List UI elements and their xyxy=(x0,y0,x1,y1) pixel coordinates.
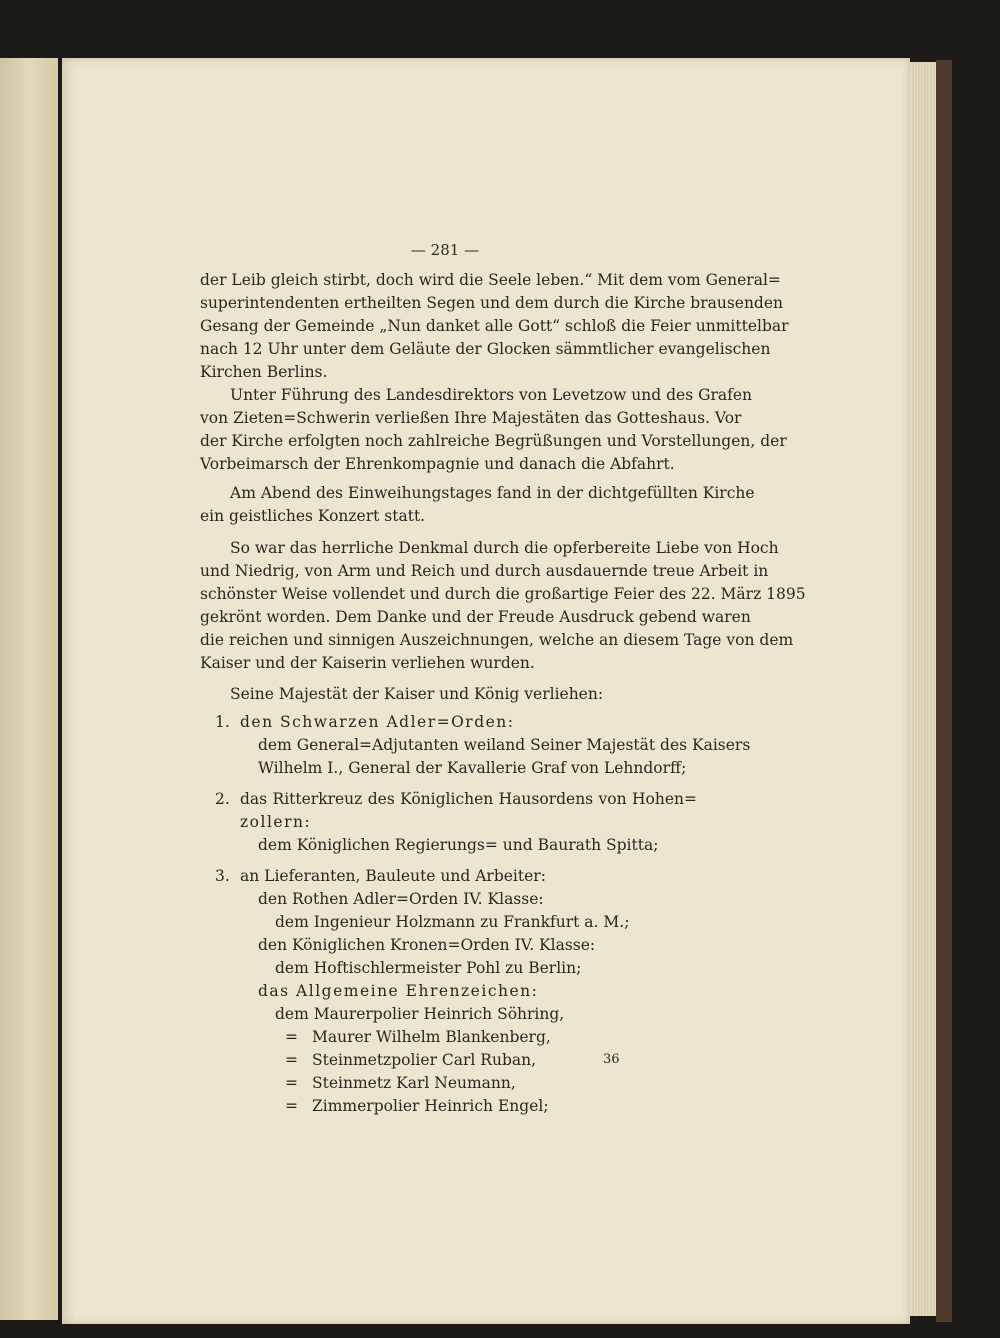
text-line: Gesang der Gemeinde „Nun danket alle Gott“ schloß die Feier unmittelbar xyxy=(200,317,789,335)
text-line: von Zieten=Schwerin verließen Ihre Majestäten das Gotteshaus. Vor xyxy=(200,409,742,427)
text-line: Vorbeimarsch der Ehrenkompagnie und danach die Abfahrt. xyxy=(200,455,675,473)
text-line: Am Abend des Einweihungstages fand in der dichtgefüllten Kirche xyxy=(230,484,755,502)
recipient-line: Zimmerpolier Heinrich Engel; xyxy=(312,1097,549,1115)
sub-heading: das Allgemeine Ehrenzeichen: xyxy=(258,982,539,1000)
page-leaves xyxy=(910,62,936,1316)
item-number: 2. xyxy=(215,790,230,808)
recipient-line: dem Maurerpolier Heinrich Söhring, xyxy=(275,1005,565,1023)
recipient-line: dem Hoftischlermeister Pohl zu Berlin; xyxy=(275,959,582,977)
item-line: dem General=Adjutanten weiland Seiner Majestät des Kaisers xyxy=(258,736,751,754)
page-number: — 281 — xyxy=(410,241,480,259)
text-line: die reichen und sinnigen Auszeichnungen, welche an diesem Tage von dem xyxy=(200,631,794,649)
book-cover-edge xyxy=(936,60,952,1322)
text-line: der Kirche erfolgten noch zahlreiche Begrüßungen und Vorstellungen, der xyxy=(200,432,787,450)
sub-heading: den Königlichen Kronen=Orden IV. Klasse: xyxy=(258,936,596,954)
item-line: Wilhelm I., General der Kavallerie Graf von Lehndorff; xyxy=(258,759,687,777)
text-line: gekrönt worden. Dem Danke und der Freude Ausdruck gebend waren xyxy=(200,608,751,626)
text-line: nach 12 Uhr unter dem Geläute der Glocken sämmtlicher evangelischen xyxy=(200,340,771,358)
ditto-mark: = xyxy=(285,1097,298,1115)
item-heading: das Ritterkreuz des Königlichen Hausordens von Hohen= xyxy=(240,790,697,808)
awards-intro: Seine Majestät der Kaiser und König verliehen: xyxy=(230,685,604,703)
recipient-line: Maurer Wilhelm Blankenberg, xyxy=(312,1028,551,1046)
text-line: Kaiser und der Kaiserin verliehen wurden. xyxy=(200,654,535,672)
signature-mark: 36 xyxy=(603,1052,620,1067)
ditto-mark: = xyxy=(285,1028,298,1046)
text-line: schönster Weise vollendet und durch die großartige Feier des 22. März 1895 xyxy=(200,585,806,603)
item-number: 1. xyxy=(215,713,230,731)
ditto-mark: = xyxy=(285,1074,298,1092)
recipient-line: dem Ingenieur Holzmann zu Frankfurt a. M.; xyxy=(275,913,630,931)
text-line: Kirchen Berlins. xyxy=(200,363,328,381)
recipient-line: Steinmetzpolier Carl Ruban, xyxy=(312,1051,537,1069)
text-line: ein geistliches Konzert statt. xyxy=(200,507,426,525)
item-number: 3. xyxy=(215,867,230,885)
item-heading: den Schwarzen Adler=Orden: xyxy=(240,713,515,731)
text-line: So war das herrliche Denkmal durch die opferbereite Liebe von Hoch xyxy=(230,539,779,557)
left-page-edge xyxy=(0,58,58,1320)
text-line: und Niedrig, von Arm und Reich und durch ausdauernde treue Arbeit in xyxy=(200,562,769,580)
item-heading-cont: zollern: xyxy=(240,813,312,831)
item-heading: an Lieferanten, Bauleute und Arbeiter: xyxy=(240,867,546,885)
item-line: dem Königlichen Regierungs= und Baurath Spitta; xyxy=(258,836,659,854)
sub-heading: den Rothen Adler=Orden IV. Klasse: xyxy=(258,890,544,908)
recipient-line: Steinmetz Karl Neumann, xyxy=(312,1074,516,1092)
ditto-mark: = xyxy=(285,1051,298,1069)
text-line: superintendenten ertheilten Segen und dem durch die Kirche brausenden xyxy=(200,294,784,312)
text-line: Unter Führung des Landesdirektors von Levetzow und des Grafen xyxy=(230,386,753,404)
text-line: der Leib gleich stirbt, doch wird die Seele leben.“ Mit dem vom General= xyxy=(200,271,781,289)
